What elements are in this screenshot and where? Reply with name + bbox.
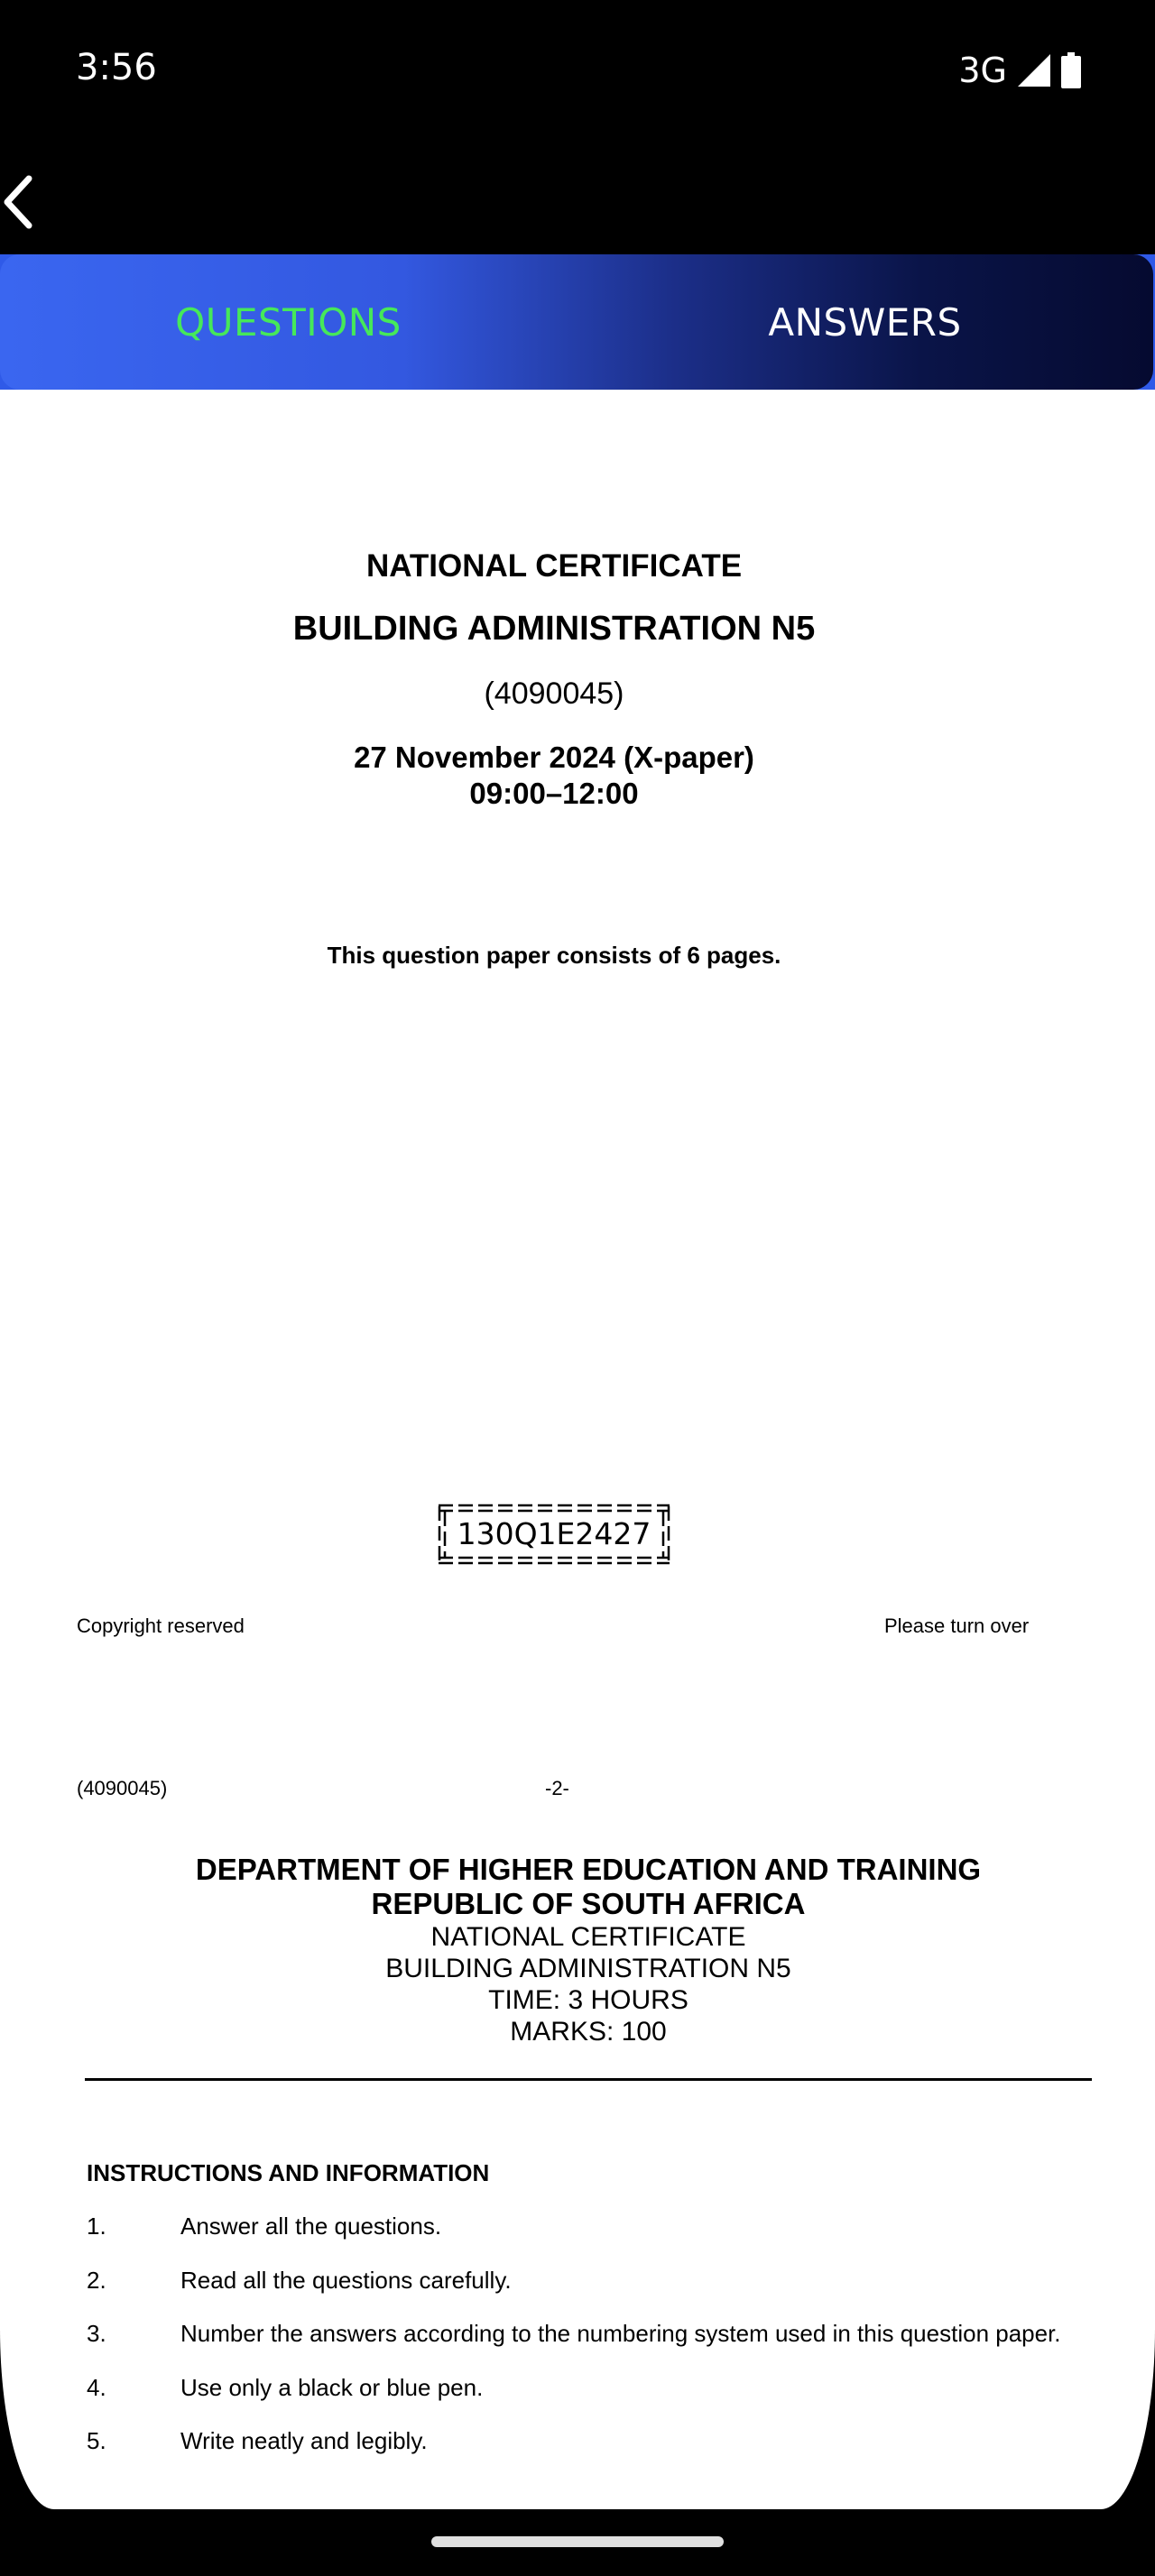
battery-icon [1061, 52, 1081, 88]
exam-marks: MARKS: 100 [510, 2017, 667, 2047]
instruction-text: Answer all the questions. [180, 2213, 442, 2240]
cover-subject-title: BUILDING ADMINISTRATION N5 [292, 610, 816, 648]
cover-date: 27 November 2024 (X-paper) [354, 741, 754, 774]
divider-line [85, 2078, 1092, 2081]
instruction-number: 4. [87, 2373, 106, 2401]
status-bar [0, 0, 1155, 140]
country-name: REPUBLIC OF SOUTH AFRICA [371, 1887, 806, 1920]
instruction-number: 1. [87, 2213, 106, 2240]
tab-answers[interactable]: ANSWERS [768, 299, 962, 345]
instruction-text: Write neatly and legibly. [180, 2427, 428, 2454]
barcode-number: 130Q1E2427 [457, 1516, 651, 1551]
instructions-list [87, 2213, 1124, 2481]
cover-pages-note: This question paper consists of 6 pages. [327, 942, 781, 969]
list-item [87, 2267, 1124, 2321]
instruction-text: Number the answers according to the numbering system used in this question paper. [180, 2320, 1061, 2347]
instruction-text: Read all the questions carefully. [180, 2266, 512, 2294]
page2-page-number: -2- [545, 1777, 569, 1799]
back-arrow-icon[interactable] [2, 173, 56, 231]
page2-subject: BUILDING ADMINISTRATION N5 [385, 1954, 791, 1983]
signal-icon [1018, 54, 1050, 87]
cover-time: 09:00–12:00 [469, 777, 639, 810]
tab-questions[interactable]: QUESTIONS [175, 299, 402, 345]
copyright-note: Copyright reserved [77, 1615, 245, 1637]
document-viewer[interactable] [0, 390, 1155, 2509]
list-item [87, 2213, 1124, 2267]
cover-national-certificate: NATIONAL CERTIFICATE [365, 548, 743, 584]
network-type: 3G [958, 51, 1007, 90]
status-icons [958, 51, 1081, 90]
page2-national-certificate: NATIONAL CERTIFICATE [430, 1922, 746, 1952]
list-item [87, 2427, 1124, 2481]
page2-title-block [0, 1853, 1155, 2047]
instruction-number: 2. [87, 2266, 106, 2294]
cover-paper-code: (4090045) [484, 676, 624, 711]
turn-over-note: Please turn over [884, 1615, 1030, 1637]
department-name: DEPARTMENT OF HIGHER EDUCATION AND TRAINING [195, 1853, 982, 1886]
tab-bar [0, 254, 1155, 390]
status-time: 3:56 [76, 47, 157, 88]
instruction-number: 5. [87, 2427, 106, 2454]
cover-date-time [0, 740, 1108, 812]
list-item [87, 2374, 1124, 2428]
instruction-number: 3. [87, 2320, 106, 2347]
page2-header-code: (4090045) [77, 1777, 168, 1799]
home-indicator[interactable] [431, 2536, 724, 2547]
exam-duration: TIME: 3 HOURS [488, 1985, 688, 2015]
instructions-title: INSTRUCTIONS AND INFORMATION [87, 2159, 490, 2186]
list-item [87, 2320, 1124, 2374]
instruction-text: Use only a black or blue pen. [180, 2373, 484, 2401]
